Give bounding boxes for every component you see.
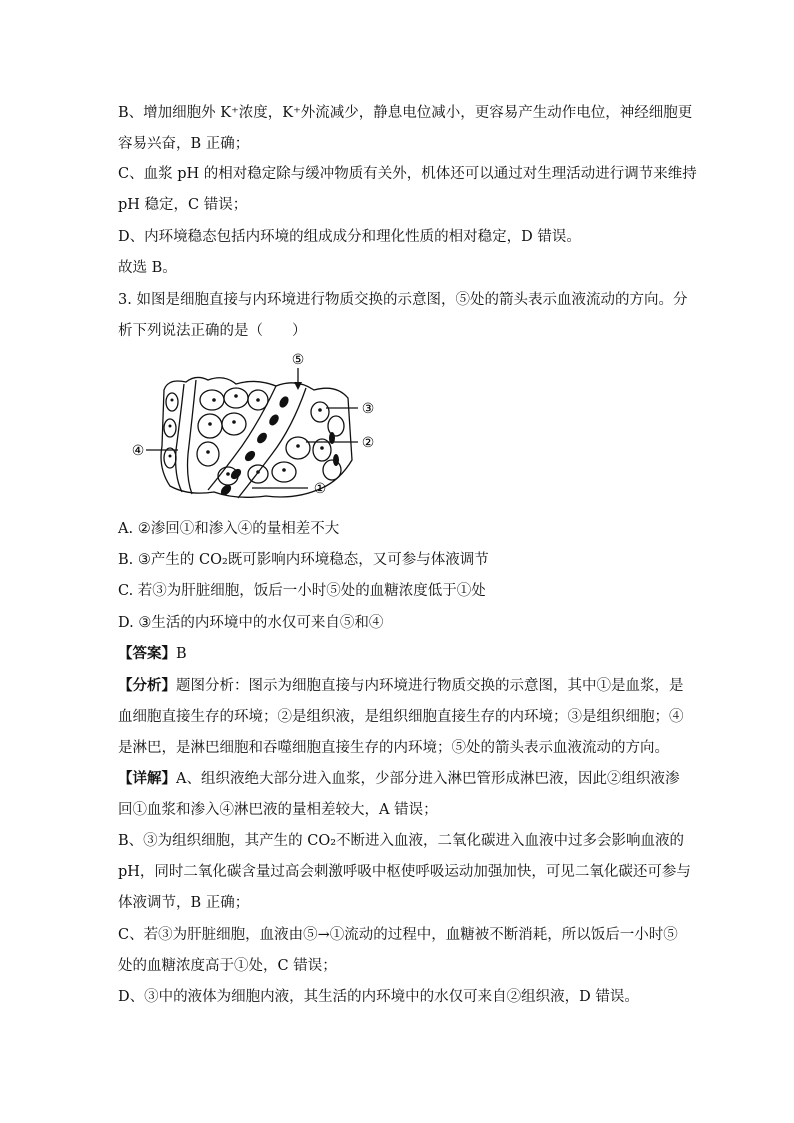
answer-line bbox=[118, 644, 187, 664]
option-c: C. 若③为肝脏细胞，饭后一小时⑤处的血糖浓度低于①处 bbox=[118, 583, 486, 599]
label-3: ③ bbox=[361, 401, 375, 417]
text-line: 故选 B。 bbox=[118, 260, 177, 276]
label-5: ⑤ bbox=[291, 352, 305, 368]
detail-line: 体液调节，B 正确； bbox=[118, 895, 250, 911]
text-line: 容易兴奋，B 正确； bbox=[118, 136, 250, 152]
analysis-line: 是淋巴，是淋巴细胞和吞噬细胞直接生存的内环境；⑤处的箭头表示血液流动的方向。 bbox=[118, 740, 669, 756]
question-stem: 3. 如图是细胞直接与内环境进行物质交换的示意图，⑤处的箭头表示血液流动的方向。分 bbox=[118, 292, 688, 308]
detail-tag: 【详解】 bbox=[118, 770, 176, 787]
detail-line: 回①血浆和渗入④淋巴液的量相差较大，A 错误； bbox=[118, 802, 438, 818]
analysis-text: 题图分析：图示为细胞直接与内环境进行物质交换的示意图，其中①是血浆，是 bbox=[176, 678, 684, 694]
answer-tag: 【答案】 bbox=[118, 645, 176, 662]
label-2: ② bbox=[361, 435, 375, 451]
option-b: B. ③产生的 CO₂既可影响内环境稳态，又可参与体液调节 bbox=[118, 552, 489, 568]
option-d: D. ③生活的内环境中的水仅可来自⑤和④ bbox=[118, 615, 384, 631]
text-line: C、血浆 pH 的相对稳定除与缓冲物质有关外，机体还可以通过对生理活动进行调节来维持 bbox=[118, 166, 697, 182]
detail-line bbox=[118, 769, 679, 789]
text-line: B、增加细胞外 K⁺浓度，K⁺外流减少，静息电位减小，更容易产生动作电位，神经细胞更 bbox=[118, 105, 693, 121]
text-line: pH 稳定，C 错误； bbox=[118, 197, 248, 213]
detail-line: C、若③为肝脏细胞，血液由⑤→①流动的过程中，血糖被不断消耗，所以饭后一小时⑤ bbox=[118, 927, 678, 943]
detail-line: pH，同时二氧化碳含量过高会刺激呼吸中枢使呼吸运动加强加快，可见二氧化碳还可参与 bbox=[118, 864, 691, 880]
detail-text: A、组织液绝大部分进入血浆，少部分进入淋巴管形成淋巴液，因此②组织液渗 bbox=[176, 771, 680, 787]
question-stem: 析下列说法正确的是（ ） bbox=[118, 323, 307, 339]
label-4: ④ bbox=[131, 443, 145, 459]
text-line: D、内环境稳态包括内环境的组成成分和理化性质的相对稳定，D 错误。 bbox=[118, 229, 581, 245]
detail-line: D、③中的液体为细胞内液，其生活的内环境中的水仅可来自②组织液，D 错误。 bbox=[118, 989, 639, 1005]
analysis-line bbox=[118, 676, 684, 696]
option-a: A. ②渗回①和渗入④的量相差不大 bbox=[118, 521, 340, 537]
detail-line: B、③为组织细胞，其产生的 CO₂不断进入血液，二氧化碳进入血液中过多会影响血液的 bbox=[118, 833, 685, 849]
label-1: ① bbox=[313, 481, 327, 497]
answer-value: B bbox=[176, 646, 187, 662]
analysis-line: 血细胞直接生存的环境；②是组织液，是组织细胞直接生存的内环境；③是组织细胞；④ bbox=[118, 709, 684, 725]
detail-line: 处的血糖浓度高于①处，C 错误； bbox=[118, 958, 337, 974]
tissue-diagram bbox=[126, 350, 386, 510]
analysis-tag: 【分析】 bbox=[118, 677, 176, 694]
